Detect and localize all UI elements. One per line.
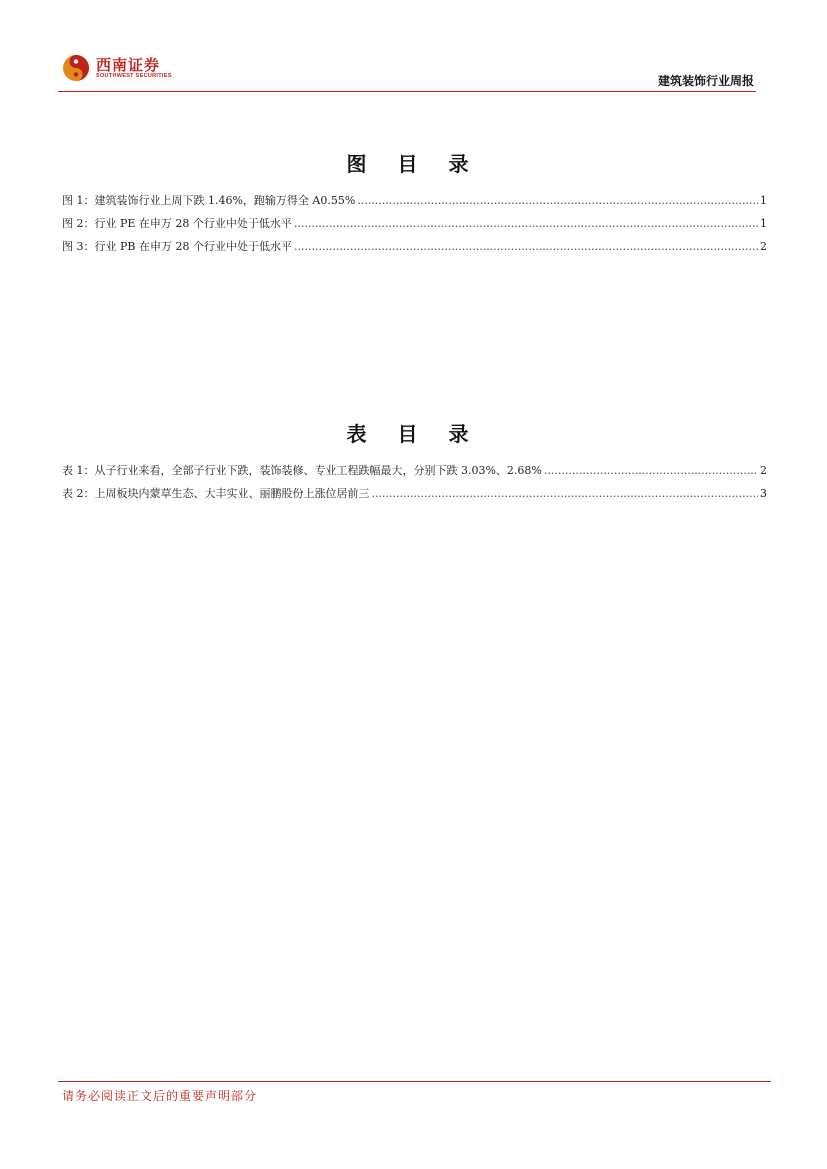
table-toc-entry[interactable] xyxy=(62,462,767,485)
toc-leader-dots xyxy=(294,217,758,230)
toc-leader-dots xyxy=(294,240,758,253)
figure-toc-entry[interactable] xyxy=(62,192,767,215)
report-title: 建筑装饰行业周报 xyxy=(657,74,754,88)
toc-entry-label: 表 1：从子行业来看，全部子行业下跌，装饰装修、专业工程跌幅最大，分别下跌 3.03%、2.68% xyxy=(62,464,542,477)
figures-toc xyxy=(62,192,767,261)
toc-leader-dots xyxy=(372,487,759,500)
toc-leader-dots xyxy=(544,464,758,477)
page-header xyxy=(58,48,756,92)
company-logo xyxy=(62,50,172,86)
footer-disclaimer: 请务必阅读正文后的重要声明部分 xyxy=(62,1089,258,1103)
figures-toc-title: 图 目 录 xyxy=(346,152,481,176)
toc-entry-label: 图 1：建筑装饰行业上周下跌 1.46%，跑输万得全 A0.55% xyxy=(62,194,356,207)
toc-entry-label: 表 2：上周板块内蒙草生态、大丰实业、丽鹏股份上涨位居前三 xyxy=(62,487,370,500)
toc-entry-label: 图 2：行业 PE 在申万 28 个行业中处于低水平 xyxy=(62,217,292,230)
toc-entry-label: 图 3：行业 PB 在申万 28 个行业中处于低水平 xyxy=(62,240,292,253)
logo-chinese-name: 西南证券 xyxy=(96,55,161,74)
header-divider xyxy=(58,91,756,92)
toc-page-number: 1 xyxy=(760,217,767,230)
toc-page-number: 2 xyxy=(760,240,767,253)
toc-page-number: 2 xyxy=(760,464,767,477)
footer-divider xyxy=(58,1081,771,1082)
toc-page-number: 3 xyxy=(760,487,767,500)
figure-toc-entry[interactable] xyxy=(62,215,767,238)
tables-toc-title: 表 目 录 xyxy=(346,422,481,446)
figure-toc-entry[interactable] xyxy=(62,238,767,261)
table-toc-entry[interactable] xyxy=(62,485,767,508)
tables-toc xyxy=(62,462,767,508)
toc-leader-dots xyxy=(357,194,758,207)
logo-mark-icon xyxy=(62,54,90,82)
toc-page-number: 1 xyxy=(760,194,767,207)
logo-english-name: SOUTHWEST SECURITIES xyxy=(96,72,172,79)
